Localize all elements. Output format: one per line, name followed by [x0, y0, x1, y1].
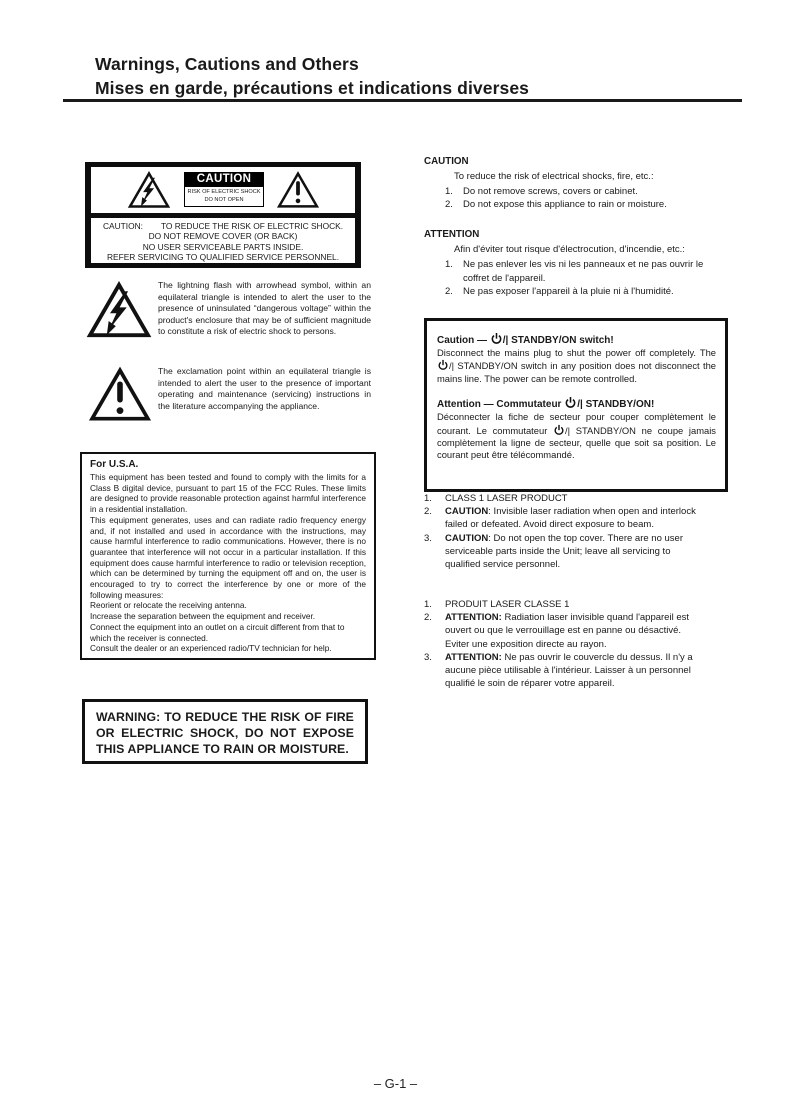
exclamation-triangle-icon [277, 171, 319, 209]
item-text [445, 598, 730, 611]
item-rest: Ne pas ouvrir le couvercle du dessus. Il n'y a aucune pièce utilisable à l'intérieur. Laisser à un personnel qualifié le soin de réparer votre appareil. [445, 651, 693, 690]
standby-attention-title-post: /| STANDBY/ON! [577, 399, 655, 411]
list-item [424, 492, 730, 505]
standby-caution-title [437, 332, 716, 346]
standby-attention-body-pre: Déconnecter la fiche de secteur pour couper complètement le courant. Le commutateur [437, 411, 716, 436]
list-item [424, 532, 730, 572]
power-standby-icon [437, 359, 449, 371]
item-text: Ne pas enlever les vis ni les panneaux et ne pas ouvrir le coffret de l'appareil. [463, 259, 704, 284]
item-number: 1. [424, 493, 432, 504]
list-item [445, 285, 730, 298]
standby-switch-box [424, 318, 728, 492]
caution-plate-line3: NO USER SERVICEABLE PARTS INSIDE. [142, 241, 304, 252]
caution-plate-symbols [91, 167, 355, 213]
laser-notice-english [424, 492, 730, 571]
item-text [445, 611, 707, 651]
item-text: Ne pas exposer l'appareil à la pluie ni à l'humidité. [463, 285, 674, 297]
fcc-paragraph-2: This equipment generates, uses and can radiate radio frequency energy and, if not installed and used in accordance with the instructions, may cause harmful interference to radio communications. However, there is no guarantee that interference will not occur in a particular installation. If this equipment does cause harmful interference to radio or television reception, which can be determined by turning the equipment off and on, the user is encouraged to try to correct the interference by one or more of the following measures: [90, 514, 366, 600]
title-rule [63, 99, 742, 102]
item-bold: ATTENTION: [445, 651, 502, 663]
item-rest: CLASS 1 LASER PRODUCT [445, 493, 568, 504]
list-item [445, 185, 730, 198]
caution-plate-line2: DO NOT REMOVE COVER (OR BACK) [148, 231, 298, 242]
item-number: 1. [445, 186, 453, 197]
warning-box: WARNING: TO REDUCE THE RISK OF FIRE OR ELECTRIC SHOCK, DO NOT EXPOSE THIS APPLIANCE TO RAIN OR MOISTURE. [82, 699, 368, 764]
standby-caution-body [437, 347, 716, 385]
list-item [445, 198, 730, 211]
item-number: 2. [424, 506, 432, 518]
list-item [424, 651, 730, 691]
attention-heading: ATTENTION [424, 229, 480, 241]
page-number: – G-1 – [373, 1076, 418, 1091]
page-title-english: Warnings, Cautions and Others [95, 54, 359, 74]
standby-caution-body-pre: Disconnect the mains plug to shut the power off completely. The [437, 347, 716, 358]
fcc-paragraph-1: This equipment has been tested and found to comply with the limits for a Class B digital device, pursuant to part 15 of the FCC Rules. These limits are designed to provide reasonable protection against harmful interference in a residential installation. [90, 472, 366, 515]
caution-plate-line1-text: TO REDUCE THE RISK OF ELECTRIC SHOCK. [160, 220, 344, 231]
item-number: 1. [445, 259, 453, 271]
item-number: 2. [424, 612, 432, 624]
caution-heading: CAUTION [424, 156, 469, 167]
caution-plate-sublabel [184, 187, 264, 207]
standby-caution-title-post: /| STANDBY/ON switch! [502, 335, 614, 346]
standby-attention-title-pre: Attention — Commutateur [437, 399, 565, 411]
standby-attention-title [437, 396, 716, 410]
item-text: Do not remove screws, covers or cabinet. [463, 186, 638, 197]
standby-attention-body [437, 411, 716, 462]
caution-plate-line4: REFER SERVICING TO QUALIFIED SERVICE PERSONNEL. [106, 252, 340, 263]
caution-plate-line1-label: CAUTION: [102, 220, 143, 231]
standby-caution-title-pre: Caution — [437, 335, 490, 346]
list-item [424, 505, 730, 531]
caution-attention-section [424, 156, 730, 298]
item-text [445, 651, 703, 691]
risk-of-electric-shock-text: RISK OF ELECTRIC SHOCK [187, 189, 261, 196]
exclamation-symbol-note: The exclamation point within an equilateral triangle is intended to alert the user to the presence of important operating and maintenance (servicing) instructions in the literature accompanying the appliance. [158, 366, 371, 411]
fcc-measure-4: Consult the dealer or an experienced radio/TV technician for help. [90, 643, 332, 654]
page-title-french: Mises en garde, précautions et indications diverses [95, 78, 529, 98]
fcc-measure-2: Increase the separation between the equipment and receiver. [90, 611, 316, 622]
list-item [424, 598, 730, 611]
attention-intro: Afin d'éviter tout risque d'électrocution, d'incendie, etc.: [454, 244, 685, 256]
item-number: 1. [424, 599, 432, 610]
item-rest: Radiation laser invisible quand l'appareil est ouvert ou que le verrouillage est en panne ou désactivé. Eviter une exposition directe au rayon. [445, 612, 690, 650]
caution-plate [85, 162, 361, 268]
exclamation-triangle-icon [89, 366, 151, 423]
list-item [424, 611, 730, 651]
caution-plate-label: CAUTION [184, 172, 264, 187]
item-bold: CAUTION [445, 532, 489, 544]
item-bold: CAUTION [445, 506, 489, 518]
do-not-open-text: DO NOT OPEN [204, 196, 244, 203]
item-number: 2. [445, 285, 453, 297]
standby-attention-body-post: /| STANDBY/ON ne coupe jamais complètement la ligne de secteur, quelle que soit sa position. Le courant peut être télécommandé. [437, 424, 716, 461]
item-text [445, 532, 707, 572]
item-number: 3. [424, 651, 432, 663]
lightning-triangle-icon [86, 281, 152, 339]
item-rest: PRODUIT LASER CLASSE 1 [445, 599, 570, 610]
standby-caution-body-post: /| STANDBY/ON switch in any position does not disconnect the mains line. The power can be remote controlled. [437, 360, 716, 384]
power-standby-icon [553, 424, 565, 436]
caution-plate-text [91, 218, 355, 263]
power-standby-icon [490, 332, 503, 345]
item-text [445, 505, 703, 531]
fcc-usa-box [80, 452, 376, 660]
item-rest: : Do not open the top cover. There are no user serviceable parts inside the Unit; leave all servicing to qualified service personnel. [445, 532, 683, 571]
fcc-usa-heading: For U.S.A. [90, 459, 139, 470]
lightning-symbol-note: The lightning flash with arrowhead symbol, within an equilateral triangle is intended to alert the user to the presence of uninsulated “dangerous voltage” within the product's enclosure that may be of sufficient magnitude to constitute a risk of electric shock to persons. [158, 280, 371, 337]
caution-plate-label-block [184, 172, 264, 207]
power-standby-icon [564, 396, 577, 409]
item-text: Do not expose this appliance to rain or moisture. [463, 199, 667, 211]
caution-intro: To reduce the risk of electrical shocks, fire, etc.: [454, 171, 654, 182]
page-title [95, 52, 529, 100]
item-number: 3. [424, 532, 432, 544]
laser-notice-french [424, 598, 730, 690]
item-text [445, 492, 730, 505]
list-item [445, 258, 730, 284]
fcc-measure-1: Reorient or relocate the receiving antenna. [90, 600, 247, 611]
lightning-triangle-icon [127, 171, 171, 209]
item-bold: ATTENTION: [445, 612, 502, 624]
caution-plate-line1 [91, 221, 355, 232]
fcc-measure-3: Connect the equipment into an outlet on a circuit different from that to which the receiver is connected. [90, 621, 345, 643]
item-rest: : Invisible laser radiation when open and interlock failed or defeated. Avoid direct exposure to beam. [445, 506, 696, 531]
item-number: 2. [445, 199, 453, 211]
